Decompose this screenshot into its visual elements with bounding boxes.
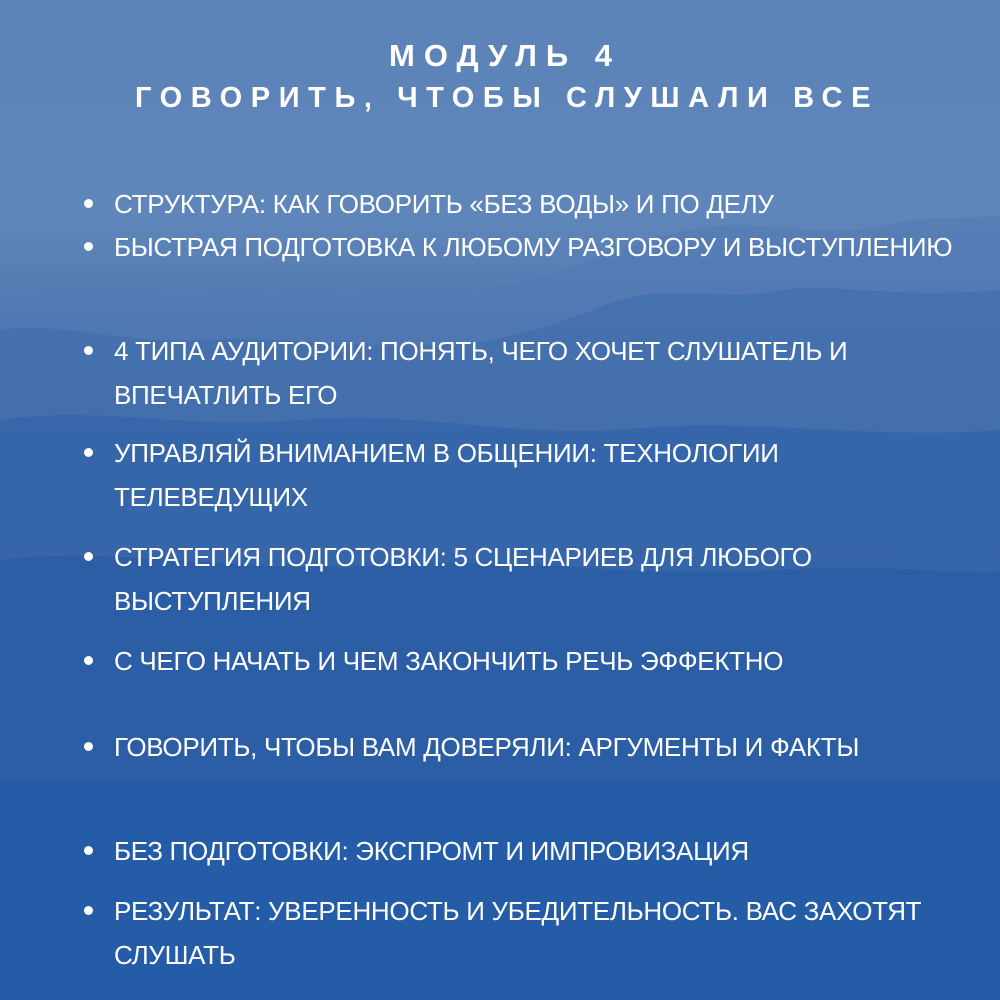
bullet-dot xyxy=(84,906,93,915)
bullet-dot xyxy=(84,448,93,457)
list-item-text: 4 ТИПА АУДИТОРИИ: ПОНЯТЬ, ЧЕГО ХОЧЕТ СЛУШАТЕЛЬ И ВПЕЧАТЛИТЬ ЕГО xyxy=(114,336,848,410)
list-item-text: РЕЗУЛЬТАТ: УВЕРЕННОСТЬ И УБЕДИТЕЛЬНОСТЬ. ВАС ЗАХОТЯТ СЛУШАТЬ xyxy=(114,896,922,970)
list-item-text: СТРАТЕГИЯ ПОДГОТОВКИ: 5 СЦЕНАРИЕВ ДЛЯ ЛЮБОГО ВЫСТУПЛЕНИЯ xyxy=(114,542,812,616)
bullet-dot xyxy=(84,346,93,355)
bullet-dot xyxy=(84,656,93,665)
list-item-text: СТРУКТУРА: КАК ГОВОРИТЬ «БЕЗ ВОДЫ» И ПО ДЕЛУ xyxy=(114,189,774,219)
bullet-dot xyxy=(84,552,93,561)
list-item-text: С ЧЕГО НАЧАТЬ И ЧЕМ ЗАКОНЧИТЬ РЕЧЬ ЭФФЕКТНО xyxy=(114,646,784,676)
bullet-dot xyxy=(84,242,93,251)
list-item-text: ГОВОРИТЬ, ЧТОБЫ ВАМ ДОВЕРЯЛИ: АРГУМЕНТЫ И ФАКТЫ xyxy=(114,732,860,762)
list-item-text: БЕЗ ПОДГОТОВКИ: ЭКСПРОМТ И ИМПРОВИЗАЦИЯ xyxy=(114,836,749,866)
bullet-dot xyxy=(84,742,93,751)
bullet-dot xyxy=(84,199,93,208)
bullet-dot xyxy=(84,846,93,855)
module-title: МОДУЛЬ 4 xyxy=(389,38,621,73)
module-subtitle: ГОВОРИТЬ, ЧТОБЫ СЛУШАЛИ ВСЕ xyxy=(134,82,880,114)
list-item-text: УПРАВЛЯЙ ВНИМАНИЕМ В ОБЩЕНИИ: ТЕХНОЛОГИИ ТЕЛЕВЕДУЩИХ xyxy=(114,438,779,512)
list-item-text: БЫСТРАЯ ПОДГОТОВКА К ЛЮБОМУ РАЗГОВОРУ И ВЫСТУПЛЕНИЮ xyxy=(114,232,953,262)
